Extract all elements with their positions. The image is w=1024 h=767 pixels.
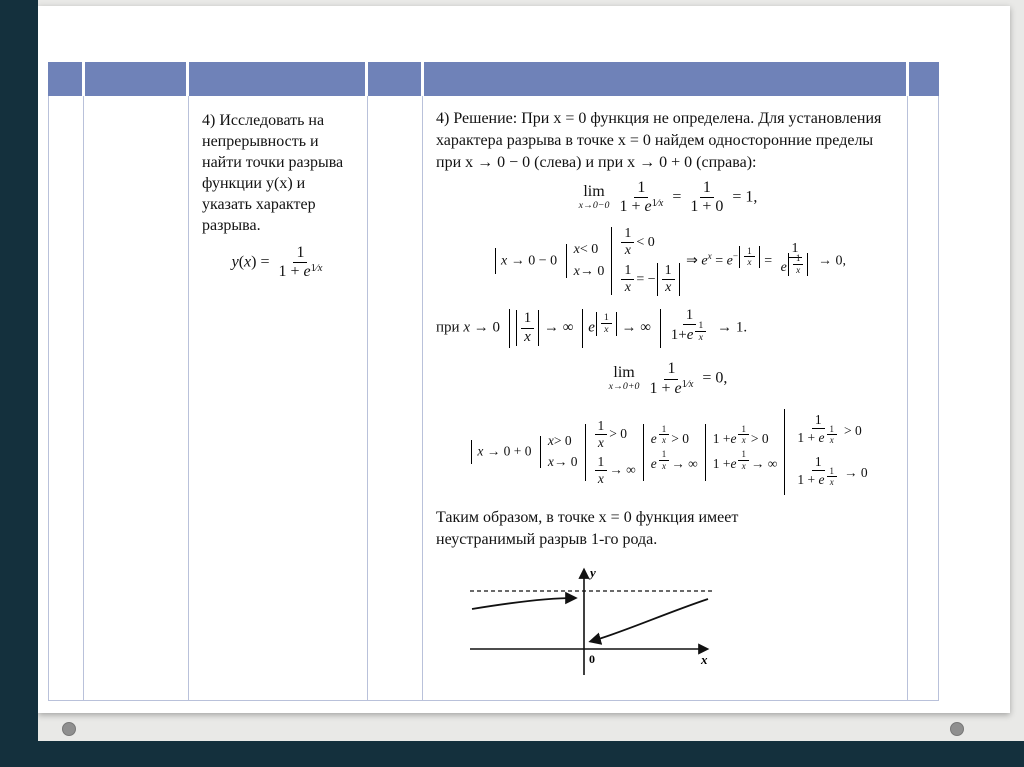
curve-right-branch [592,599,708,641]
problem-cell [189,96,367,700]
problem-formula: y(x) = $\frac{1}{1 + e^{1∕x}}$ [231,244,323,281]
x-axis-label: x [701,652,708,668]
y-axis-label: y [590,565,596,581]
table-header-cell-1 [48,62,82,96]
solution-intro-text: 4) Решение: При x = 0 функция не определена. Для установления характера разрыва в точке x = 0 найдем односторонние пределы при x → 0 − 0 (слева) и при x → 0 + 0 (справа): [436,110,882,171]
nav-dot-left[interactable] [62,722,76,736]
table-grid-line [48,96,49,700]
nav-dot-right[interactable] [950,722,964,736]
table-header-cell-3 [189,62,365,96]
function-graph [466,561,716,679]
slide [38,6,1010,713]
origin-label: 0 [589,652,595,667]
table-header-cell-4 [368,62,421,96]
formula-limit-right: lim x→0+0 $\frac{1}{1 + e^{1∕x}}$ = 0, [608,360,728,397]
table-grid-line [422,96,423,700]
formula-left-infinity: при x → 0 $\frac{1}{x}$ → ∞ e $^{\frac{1}{x}}$ → ∞ 1 1+e $^{\frac{1}{x}}$ → 1. [436,307,900,349]
problem-text: 4) Исследовать на непрерывность и найти точки разрыва функции y(x) и указать характер разрыва. [202,112,344,234]
table-header-cell-5 [424,62,906,96]
solution-cell [424,96,908,700]
formula-limit-left: lim x→0−0 $\frac{1}{1 + e^{1∕x}}$ = $\frac{1}{1 + 0}$ = 1, [578,179,758,216]
table-header-cell-2 [85,62,186,96]
table-grid-line [938,96,939,700]
formula-right-detail: x → 0 + 0 x > 0 x → 0 $\frac{1}{x}$ > 0 $\frac{1}{x}$ → ∞ e $\frac{1}{x}$ > 0 e $\frac{1}{x}$ → ∞ 1 + e $\frac{1}{x}$ > 0 1 + e $\frac{1}{x}$ → ∞ 1 1 + e $^{\frac{1}{x}}$ > 0 1 1 + e $^{\frac{1}{x}}$ → 0 [436,409,900,495]
slide-edge-left [0,0,38,767]
table-grid-line [367,96,368,700]
table-header-cell-6 [909,62,939,96]
solution-conclusion-text: Таким образом, в точке x = 0 функция имеет неустранимый разрыв 1-го рода. [436,509,739,549]
slide-edge-bottom [0,741,1024,767]
curve-left-branch [472,598,574,609]
table-bottom-line [48,700,939,701]
formula-left-detail: x → 0 − 0 x < 0 x → 0 $\frac{1}{x}$ < 0 $\frac{1}{x}$ = − $\frac{1}{x}$ ⇒ $e^x = e^{- \frac{1}{x}}$ = 1 e $^{\frac{1}{x}}$ → 0, [436,226,900,296]
table-grid-line [83,96,84,700]
graph-svg [466,561,716,679]
